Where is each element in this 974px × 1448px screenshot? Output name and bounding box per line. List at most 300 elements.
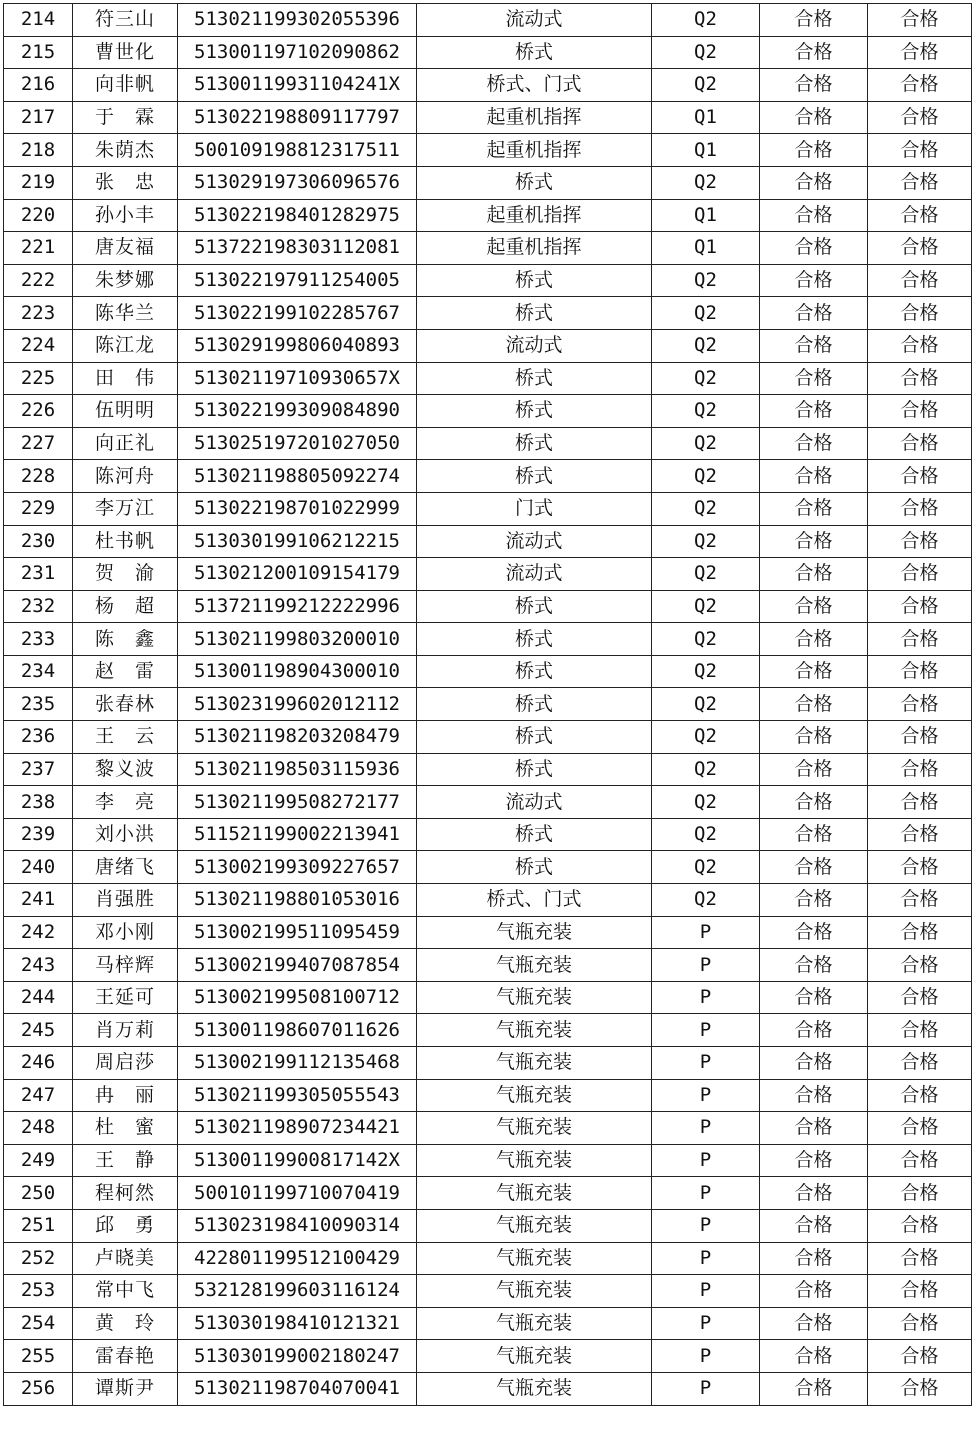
operation-type-cell: 桥式 — [417, 818, 652, 851]
operation-type-cell: 桥式 — [417, 655, 652, 688]
table-row — [4, 688, 972, 721]
serial-number-cell: 232 — [4, 590, 73, 623]
name-cell: 肖强胜 — [73, 884, 178, 917]
table-row — [4, 981, 972, 1014]
practical-result-cell: 合格 — [868, 492, 972, 525]
serial-number-cell: 253 — [4, 1275, 73, 1308]
operation-type-cell: 桥式 — [417, 36, 652, 69]
name-cell: 黄 玲 — [73, 1307, 178, 1340]
operation-type-cell: 气瓶充装 — [417, 1112, 652, 1145]
theory-result-cell: 合格 — [760, 818, 868, 851]
name-cell: 张春林 — [73, 688, 178, 721]
theory-result-cell: 合格 — [760, 949, 868, 982]
name-cell: 曹世化 — [73, 36, 178, 69]
theory-result-cell: 合格 — [760, 1047, 868, 1080]
operation-type-cell: 气瓶充装 — [417, 981, 652, 1014]
theory-result-cell: 合格 — [760, 1079, 868, 1112]
practical-result-cell: 合格 — [868, 232, 972, 265]
level-code-cell: Q2 — [652, 395, 760, 428]
theory-result-cell: 合格 — [760, 884, 868, 917]
table-row — [4, 329, 972, 362]
practical-result-cell: 合格 — [868, 786, 972, 819]
theory-result-cell: 合格 — [760, 753, 868, 786]
table-row — [4, 395, 972, 428]
practical-result-cell: 合格 — [868, 395, 972, 428]
theory-result-cell: 合格 — [760, 1340, 868, 1373]
name-cell: 陈江龙 — [73, 329, 178, 362]
level-code-cell: P — [652, 1177, 760, 1210]
theory-result-cell: 合格 — [760, 1177, 868, 1210]
practical-result-cell: 合格 — [868, 4, 972, 37]
id-number-cell: 513022199102285767 — [178, 297, 417, 330]
name-cell: 杜书帆 — [73, 525, 178, 558]
table-row — [4, 1209, 972, 1242]
practical-result-cell: 合格 — [868, 1014, 972, 1047]
practical-result-cell: 合格 — [868, 721, 972, 754]
name-cell: 陈河舟 — [73, 460, 178, 493]
name-cell: 肖万莉 — [73, 1014, 178, 1047]
name-cell: 于 霖 — [73, 101, 178, 134]
practical-result-cell: 合格 — [868, 753, 972, 786]
practical-result-cell: 合格 — [868, 949, 972, 982]
operation-type-cell: 气瓶充装 — [417, 1275, 652, 1308]
operation-type-cell: 起重机指挥 — [417, 232, 652, 265]
operation-type-cell: 桥式 — [417, 460, 652, 493]
operation-type-cell: 气瓶充装 — [417, 916, 652, 949]
id-number-cell: 51300119931104241X — [178, 69, 417, 102]
serial-number-cell: 228 — [4, 460, 73, 493]
id-number-cell: 513021198801053016 — [178, 884, 417, 917]
level-code-cell: Q2 — [652, 721, 760, 754]
table-row — [4, 1014, 972, 1047]
table-row — [4, 4, 972, 37]
id-number-cell: 513021198704070041 — [178, 1372, 417, 1405]
operation-type-cell: 气瓶充装 — [417, 1242, 652, 1275]
name-cell: 向非帆 — [73, 69, 178, 102]
operation-type-cell: 桥式 — [417, 362, 652, 395]
practical-result-cell: 合格 — [868, 1372, 972, 1405]
theory-result-cell: 合格 — [760, 1112, 868, 1145]
serial-number-cell: 222 — [4, 264, 73, 297]
practical-result-cell: 合格 — [868, 688, 972, 721]
theory-result-cell: 合格 — [760, 1014, 868, 1047]
name-cell: 卢晓美 — [73, 1242, 178, 1275]
theory-result-cell: 合格 — [760, 232, 868, 265]
id-number-cell: 513029197306096576 — [178, 166, 417, 199]
operation-type-cell: 起重机指挥 — [417, 134, 652, 167]
level-code-cell: Q2 — [652, 818, 760, 851]
theory-result-cell: 合格 — [760, 69, 868, 102]
table-body — [4, 4, 972, 1406]
serial-number-cell: 238 — [4, 786, 73, 819]
practical-result-cell: 合格 — [868, 655, 972, 688]
table-row — [4, 362, 972, 395]
operation-type-cell: 流动式 — [417, 786, 652, 819]
practical-result-cell: 合格 — [868, 134, 972, 167]
theory-result-cell: 合格 — [760, 297, 868, 330]
name-cell: 孙小丰 — [73, 199, 178, 232]
serial-number-cell: 233 — [4, 623, 73, 656]
serial-number-cell: 246 — [4, 1047, 73, 1080]
table-row — [4, 460, 972, 493]
practical-result-cell: 合格 — [868, 460, 972, 493]
id-number-cell: 513001197102090862 — [178, 36, 417, 69]
operation-type-cell: 桥式 — [417, 623, 652, 656]
table-row — [4, 884, 972, 917]
theory-result-cell: 合格 — [760, 362, 868, 395]
serial-number-cell: 235 — [4, 688, 73, 721]
id-number-cell: 513721199212222996 — [178, 590, 417, 623]
practical-result-cell: 合格 — [868, 851, 972, 884]
table-row — [4, 916, 972, 949]
theory-result-cell: 合格 — [760, 264, 868, 297]
serial-number-cell: 237 — [4, 753, 73, 786]
id-number-cell: 500101199710070419 — [178, 1177, 417, 1210]
name-cell: 贺 渝 — [73, 558, 178, 591]
theory-result-cell: 合格 — [760, 851, 868, 884]
id-number-cell: 513021198203208479 — [178, 721, 417, 754]
id-number-cell: 500109198812317511 — [178, 134, 417, 167]
practical-result-cell: 合格 — [868, 101, 972, 134]
serial-number-cell: 239 — [4, 818, 73, 851]
serial-number-cell: 252 — [4, 1242, 73, 1275]
practical-result-cell: 合格 — [868, 297, 972, 330]
level-code-cell: Q1 — [652, 101, 760, 134]
operation-type-cell: 气瓶充装 — [417, 1372, 652, 1405]
name-cell: 李 亮 — [73, 786, 178, 819]
practical-result-cell: 合格 — [868, 1275, 972, 1308]
name-cell: 唐友福 — [73, 232, 178, 265]
serial-number-cell: 216 — [4, 69, 73, 102]
serial-number-cell: 251 — [4, 1209, 73, 1242]
practical-result-cell: 合格 — [868, 1209, 972, 1242]
id-number-cell: 513022198701022999 — [178, 492, 417, 525]
id-number-cell: 513030199106212215 — [178, 525, 417, 558]
serial-number-cell: 244 — [4, 981, 73, 1014]
level-code-cell: Q2 — [652, 166, 760, 199]
operation-type-cell: 气瓶充装 — [417, 949, 652, 982]
level-code-cell: Q2 — [652, 264, 760, 297]
id-number-cell: 513722198303112081 — [178, 232, 417, 265]
id-number-cell: 513021198907234421 — [178, 1112, 417, 1145]
operation-type-cell: 桥式 — [417, 753, 652, 786]
id-number-cell: 513021200109154179 — [178, 558, 417, 591]
name-cell: 李万江 — [73, 492, 178, 525]
id-number-cell: 513002199309227657 — [178, 851, 417, 884]
name-cell: 杨 超 — [73, 590, 178, 623]
name-cell: 雷春艳 — [73, 1340, 178, 1373]
practical-result-cell: 合格 — [868, 981, 972, 1014]
theory-result-cell: 合格 — [760, 395, 868, 428]
name-cell: 向正礼 — [73, 427, 178, 460]
operation-type-cell: 桥式 — [417, 264, 652, 297]
practical-result-cell: 合格 — [868, 1242, 972, 1275]
level-code-cell: Q2 — [652, 590, 760, 623]
id-number-cell: 513023199602012112 — [178, 688, 417, 721]
operation-type-cell: 起重机指挥 — [417, 199, 652, 232]
practical-result-cell: 合格 — [868, 166, 972, 199]
theory-result-cell: 合格 — [760, 1372, 868, 1405]
theory-result-cell: 合格 — [760, 1209, 868, 1242]
id-number-cell: 513022198809117797 — [178, 101, 417, 134]
name-cell: 唐绪飞 — [73, 851, 178, 884]
practical-result-cell: 合格 — [868, 427, 972, 460]
name-cell: 田 伟 — [73, 362, 178, 395]
table-row — [4, 818, 972, 851]
level-code-cell: Q2 — [652, 753, 760, 786]
table-row — [4, 753, 972, 786]
serial-number-cell: 219 — [4, 166, 73, 199]
table-row — [4, 232, 972, 265]
theory-result-cell: 合格 — [760, 427, 868, 460]
serial-number-cell: 255 — [4, 1340, 73, 1373]
table-row — [4, 1079, 972, 1112]
id-number-cell: 513002199112135468 — [178, 1047, 417, 1080]
practical-result-cell: 合格 — [868, 1307, 972, 1340]
level-code-cell: Q2 — [652, 492, 760, 525]
table-row — [4, 1275, 972, 1308]
operation-type-cell: 气瓶充装 — [417, 1307, 652, 1340]
theory-result-cell: 合格 — [760, 1307, 868, 1340]
level-code-cell: P — [652, 1209, 760, 1242]
operation-type-cell: 桥式 — [417, 166, 652, 199]
operation-type-cell: 桥式 — [417, 721, 652, 754]
serial-number-cell: 225 — [4, 362, 73, 395]
operation-type-cell: 气瓶充装 — [417, 1047, 652, 1080]
name-cell: 周启莎 — [73, 1047, 178, 1080]
practical-result-cell: 合格 — [868, 525, 972, 558]
operation-type-cell: 气瓶充装 — [417, 1177, 652, 1210]
theory-result-cell: 合格 — [760, 981, 868, 1014]
practical-result-cell: 合格 — [868, 1144, 972, 1177]
serial-number-cell: 214 — [4, 4, 73, 37]
level-code-cell: Q2 — [652, 427, 760, 460]
name-cell: 黎义波 — [73, 753, 178, 786]
theory-result-cell: 合格 — [760, 590, 868, 623]
theory-result-cell: 合格 — [760, 786, 868, 819]
serial-number-cell: 226 — [4, 395, 73, 428]
serial-number-cell: 231 — [4, 558, 73, 591]
practical-result-cell: 合格 — [868, 1079, 972, 1112]
id-number-cell: 513021199803200010 — [178, 623, 417, 656]
theory-result-cell: 合格 — [760, 36, 868, 69]
table-row — [4, 1372, 972, 1405]
operation-type-cell: 流动式 — [417, 329, 652, 362]
name-cell: 马梓辉 — [73, 949, 178, 982]
operation-type-cell: 桥式 — [417, 590, 652, 623]
level-code-cell: Q2 — [652, 362, 760, 395]
table-row — [4, 101, 972, 134]
practical-result-cell: 合格 — [868, 916, 972, 949]
table-row — [4, 786, 972, 819]
table-row — [4, 1307, 972, 1340]
serial-number-cell: 248 — [4, 1112, 73, 1145]
id-number-cell: 513025197201027050 — [178, 427, 417, 460]
table-row — [4, 1340, 972, 1373]
table-row — [4, 851, 972, 884]
level-code-cell: Q2 — [652, 558, 760, 591]
serial-number-cell: 249 — [4, 1144, 73, 1177]
level-code-cell: Q2 — [652, 36, 760, 69]
serial-number-cell: 223 — [4, 297, 73, 330]
serial-number-cell: 234 — [4, 655, 73, 688]
name-cell: 符三山 — [73, 4, 178, 37]
theory-result-cell: 合格 — [760, 721, 868, 754]
level-code-cell: P — [652, 949, 760, 982]
name-cell: 刘小洪 — [73, 818, 178, 851]
theory-result-cell: 合格 — [760, 329, 868, 362]
serial-number-cell: 256 — [4, 1372, 73, 1405]
name-cell: 张 忠 — [73, 166, 178, 199]
name-cell: 邓小刚 — [73, 916, 178, 949]
name-cell: 陈华兰 — [73, 297, 178, 330]
level-code-cell: P — [652, 1112, 760, 1145]
practical-result-cell: 合格 — [868, 1047, 972, 1080]
practical-result-cell: 合格 — [868, 818, 972, 851]
name-cell: 杜 蜜 — [73, 1112, 178, 1145]
id-number-cell: 513002199407087854 — [178, 949, 417, 982]
level-code-cell: P — [652, 1047, 760, 1080]
practical-result-cell: 合格 — [868, 199, 972, 232]
practical-result-cell: 合格 — [868, 69, 972, 102]
level-code-cell: Q2 — [652, 329, 760, 362]
serial-number-cell: 221 — [4, 232, 73, 265]
theory-result-cell: 合格 — [760, 623, 868, 656]
operation-type-cell: 流动式 — [417, 525, 652, 558]
theory-result-cell: 合格 — [760, 460, 868, 493]
table-row — [4, 558, 972, 591]
operation-type-cell: 流动式 — [417, 558, 652, 591]
level-code-cell: Q2 — [652, 4, 760, 37]
table-row — [4, 166, 972, 199]
level-code-cell: P — [652, 1307, 760, 1340]
name-cell: 王延可 — [73, 981, 178, 1014]
id-number-cell: 511521199002213941 — [178, 818, 417, 851]
level-code-cell: Q2 — [652, 623, 760, 656]
theory-result-cell: 合格 — [760, 1275, 868, 1308]
serial-number-cell: 217 — [4, 101, 73, 134]
id-number-cell: 513001198607011626 — [178, 1014, 417, 1047]
table-row — [4, 199, 972, 232]
name-cell: 程柯然 — [73, 1177, 178, 1210]
id-number-cell: 513002199511095459 — [178, 916, 417, 949]
serial-number-cell: 215 — [4, 36, 73, 69]
table-row — [4, 297, 972, 330]
level-code-cell: P — [652, 1242, 760, 1275]
name-cell: 朱梦娜 — [73, 264, 178, 297]
practical-result-cell: 合格 — [868, 1112, 972, 1145]
table-row — [4, 427, 972, 460]
table-row — [4, 1177, 972, 1210]
table-row — [4, 1112, 972, 1145]
table-row — [4, 1047, 972, 1080]
level-code-cell: Q2 — [652, 69, 760, 102]
id-number-cell: 513021199305055543 — [178, 1079, 417, 1112]
theory-result-cell: 合格 — [760, 688, 868, 721]
id-number-cell: 532128199603116124 — [178, 1275, 417, 1308]
operation-type-cell: 气瓶充装 — [417, 1079, 652, 1112]
operation-type-cell: 桥式、门式 — [417, 884, 652, 917]
id-number-cell: 513021199302055396 — [178, 4, 417, 37]
table-row — [4, 36, 972, 69]
serial-number-cell: 241 — [4, 884, 73, 917]
level-code-cell: Q2 — [652, 297, 760, 330]
table-row — [4, 69, 972, 102]
operation-type-cell: 桥式 — [417, 395, 652, 428]
id-number-cell: 513021198805092274 — [178, 460, 417, 493]
id-number-cell: 513030198410121321 — [178, 1307, 417, 1340]
level-code-cell: Q2 — [652, 851, 760, 884]
theory-result-cell: 合格 — [760, 166, 868, 199]
id-number-cell: 513001198904300010 — [178, 655, 417, 688]
serial-number-cell: 227 — [4, 427, 73, 460]
name-cell: 王 云 — [73, 721, 178, 754]
name-cell: 朱荫杰 — [73, 134, 178, 167]
theory-result-cell: 合格 — [760, 655, 868, 688]
id-number-cell: 513002199508100712 — [178, 981, 417, 1014]
operation-type-cell: 桥式 — [417, 688, 652, 721]
level-code-cell: P — [652, 1079, 760, 1112]
serial-number-cell: 218 — [4, 134, 73, 167]
practical-result-cell: 合格 — [868, 590, 972, 623]
id-number-cell: 513030199002180247 — [178, 1340, 417, 1373]
id-number-cell: 51302119710930657X — [178, 362, 417, 395]
theory-result-cell: 合格 — [760, 101, 868, 134]
table-row — [4, 264, 972, 297]
operation-type-cell: 气瓶充装 — [417, 1340, 652, 1373]
id-number-cell: 513021199508272177 — [178, 786, 417, 819]
name-cell: 赵 雷 — [73, 655, 178, 688]
table-row — [4, 721, 972, 754]
theory-result-cell: 合格 — [760, 916, 868, 949]
id-number-cell: 422801199512100429 — [178, 1242, 417, 1275]
level-code-cell: Q2 — [652, 786, 760, 819]
level-code-cell: Q1 — [652, 232, 760, 265]
serial-number-cell: 224 — [4, 329, 73, 362]
level-code-cell: Q2 — [652, 884, 760, 917]
name-cell: 伍明明 — [73, 395, 178, 428]
operation-type-cell: 流动式 — [417, 4, 652, 37]
name-cell: 王 静 — [73, 1144, 178, 1177]
operation-type-cell: 桥式 — [417, 851, 652, 884]
serial-number-cell: 254 — [4, 1307, 73, 1340]
level-code-cell: Q2 — [652, 688, 760, 721]
name-cell: 谭斯尹 — [73, 1372, 178, 1405]
name-cell: 冉 丽 — [73, 1079, 178, 1112]
name-cell: 陈 鑫 — [73, 623, 178, 656]
name-cell: 常中飞 — [73, 1275, 178, 1308]
level-code-cell: P — [652, 1144, 760, 1177]
theory-result-cell: 合格 — [760, 558, 868, 591]
table-row — [4, 1144, 972, 1177]
practical-result-cell: 合格 — [868, 884, 972, 917]
table-row — [4, 655, 972, 688]
serial-number-cell: 236 — [4, 721, 73, 754]
theory-result-cell: 合格 — [760, 1242, 868, 1275]
practical-result-cell: 合格 — [868, 558, 972, 591]
operation-type-cell: 气瓶充装 — [417, 1209, 652, 1242]
id-number-cell: 513022197911254005 — [178, 264, 417, 297]
practical-result-cell: 合格 — [868, 1177, 972, 1210]
level-code-cell: Q2 — [652, 655, 760, 688]
practical-result-cell: 合格 — [868, 1340, 972, 1373]
level-code-cell: P — [652, 1372, 760, 1405]
table-row — [4, 623, 972, 656]
theory-result-cell: 合格 — [760, 199, 868, 232]
practical-result-cell: 合格 — [868, 36, 972, 69]
level-code-cell: P — [652, 1340, 760, 1373]
serial-number-cell: 220 — [4, 199, 73, 232]
